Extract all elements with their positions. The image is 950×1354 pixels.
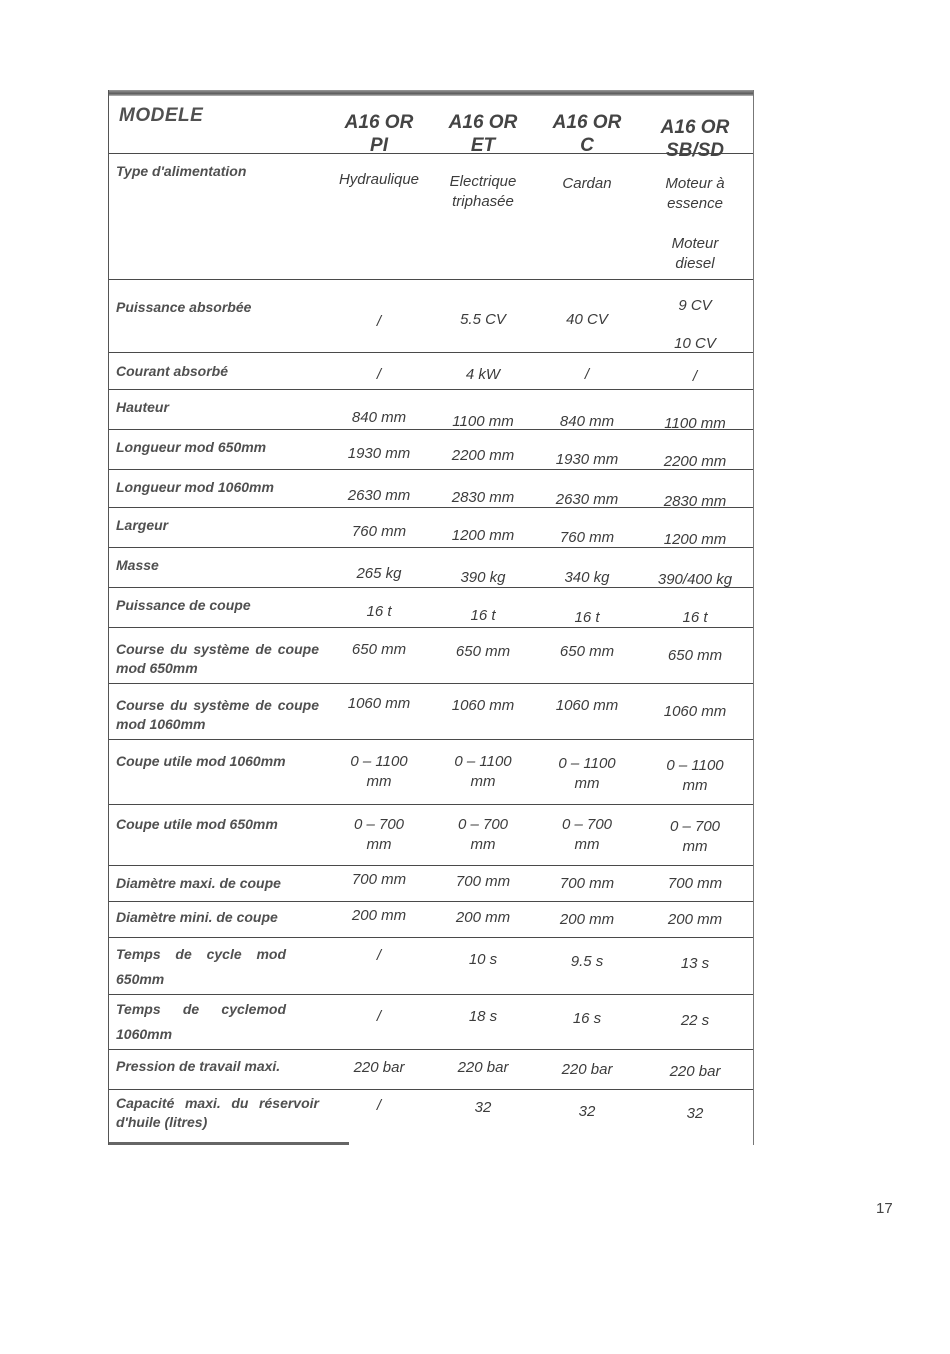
value-cell: 10 s — [468, 951, 498, 968]
row-label: Capacité maxi. du réservoir d'huile (litres) — [116, 1095, 319, 1130]
row-label: Pression de travail maxi. — [116, 1058, 281, 1074]
value-cell: 1930 mm — [555, 451, 619, 468]
header-model: A16 OR C — [552, 112, 622, 156]
value-cell: / — [376, 366, 382, 383]
value-cell: 200 mm — [559, 911, 615, 928]
value-cell: 0 – 700 mm — [457, 816, 509, 853]
value-cell: 650 mm — [351, 641, 407, 658]
value-cell: 1100 mm — [452, 413, 514, 430]
value-cell: 1200 mm — [663, 531, 727, 548]
value-cell: 16 t — [682, 609, 708, 626]
value-cell: 2200 mm — [451, 447, 515, 464]
value-cell: 200 mm — [667, 911, 723, 928]
value-cell: 1200 mm — [451, 527, 515, 544]
value-cell: 700 mm — [455, 873, 511, 890]
header-model: A16 OR SB/SD — [660, 117, 730, 161]
value-cell: 390/400 kg — [657, 571, 733, 588]
row-label: Diamètre mini. de coupe — [116, 909, 278, 925]
row-label: Course du système de coupe mod 1060mm — [116, 697, 319, 732]
row-label: Diamètre maxi. de coupe — [116, 875, 281, 891]
value-cell: 650 mm — [559, 643, 615, 660]
value-cell: 220 bar — [561, 1061, 613, 1078]
value-cell: 2200 mm — [663, 453, 727, 470]
table-row — [109, 154, 753, 280]
value-cell: 700 mm — [351, 871, 407, 888]
row-label: Temps de cycle mod 650mm — [116, 946, 286, 987]
header-model: A16 OR PI — [344, 112, 414, 156]
row-label: Puissance de coupe — [116, 597, 251, 613]
value-cell: Hydraulique — [338, 171, 420, 188]
value-cell: 340 kg — [564, 569, 610, 586]
value-cell: 760 mm — [559, 529, 615, 546]
value-cell: 200 mm — [455, 909, 511, 926]
header-model: A16 OR ET — [448, 112, 518, 156]
table-row — [109, 938, 753, 995]
value-cell: 9.5 s — [570, 953, 604, 970]
value-cell: 32 — [578, 1103, 596, 1120]
row-label: Temps de cyclemod 1060mm — [116, 1001, 286, 1042]
value-cell: 1060 mm — [663, 703, 727, 720]
value-cell: 0 – 1100 mm — [666, 757, 724, 794]
table-bottom-border — [109, 1142, 349, 1145]
value-cell: 1060 mm — [451, 697, 515, 714]
table-row — [109, 684, 753, 740]
value-cell: / — [376, 313, 382, 330]
table-row — [109, 740, 753, 805]
row-label: Coupe utile mod 650mm — [116, 816, 278, 832]
value-cell: 220 bar — [457, 1059, 509, 1076]
value-cell: 16 t — [366, 603, 392, 620]
value-cell: / — [376, 1097, 382, 1114]
row-label: Largeur — [116, 517, 169, 533]
header-label: MODELE — [119, 105, 204, 126]
value-cell: 0 – 700 mm — [561, 816, 613, 853]
value-cell: 700 mm — [667, 875, 723, 892]
value-cell: / — [376, 947, 382, 964]
value-cell: 1100 mm — [664, 415, 726, 432]
table-row — [109, 866, 753, 902]
value-cell: 5.5 CV — [460, 311, 506, 328]
value-cell: 2830 mm — [663, 493, 727, 510]
page-number: 17 — [876, 1200, 893, 1217]
value-cell: 2630 mm — [555, 491, 619, 508]
value-cell: 40 CV — [566, 311, 608, 328]
value-cell: 1060 mm — [347, 695, 411, 712]
value-cell: 265 kg — [356, 565, 402, 582]
table-row — [109, 508, 753, 548]
table-row — [109, 430, 753, 470]
value-cell: 390 kg — [460, 569, 506, 586]
row-label: Masse — [116, 557, 159, 573]
row-label: Longueur mod 650mm — [116, 439, 267, 455]
value-cell: 840 mm — [351, 409, 407, 426]
table-row — [109, 588, 753, 628]
value-cell: 0 – 1100 mm — [558, 755, 616, 792]
table-row — [109, 628, 753, 684]
value-cell: Cardan — [562, 175, 612, 192]
value-cell: / — [692, 368, 698, 385]
value-cell: 220 bar — [669, 1063, 721, 1080]
value-cell: 13 s — [680, 955, 710, 972]
value-cell: 32 — [686, 1105, 704, 1122]
value-cell: / — [584, 366, 590, 383]
value-cell: 2630 mm — [347, 487, 411, 504]
value-cell: 9 CV 10 CV — [674, 297, 716, 352]
value-cell: 32 — [474, 1099, 492, 1116]
value-cell: 4 kW — [465, 366, 501, 383]
value-cell: Moteur à essence Moteur diesel — [665, 175, 725, 272]
row-label: Puissance absorbée — [116, 299, 252, 315]
value-cell: 650 mm — [667, 647, 723, 664]
row-label: Longueur mod 1060mm — [116, 479, 274, 495]
value-cell: 18 s — [468, 1008, 498, 1025]
value-cell: 16 t — [574, 609, 600, 626]
row-label: Course du système de coupe mod 650mm — [116, 641, 319, 676]
row-label: Type d'alimentation — [116, 163, 247, 179]
value-cell: 650 mm — [455, 643, 511, 660]
spec-table — [108, 90, 754, 1145]
table-row — [109, 390, 753, 430]
value-cell: 16 t — [470, 607, 496, 624]
value-cell: 760 mm — [351, 523, 407, 540]
table-row — [109, 470, 753, 508]
table-row — [109, 548, 753, 588]
value-cell: 840 mm — [559, 413, 615, 430]
value-cell: 0 – 700 mm — [669, 818, 721, 855]
table-row — [109, 995, 753, 1050]
value-cell: 0 – 700 mm — [353, 816, 405, 853]
value-cell: 0 – 1100 mm — [350, 753, 408, 790]
row-label: Coupe utile mod 1060mm — [116, 753, 286, 769]
value-cell: 0 – 1100 mm — [454, 753, 512, 790]
table-row — [109, 1090, 753, 1145]
value-cell: 200 mm — [351, 907, 407, 924]
table-header-row — [109, 96, 753, 161]
table-row — [109, 805, 753, 866]
value-cell: 16 s — [572, 1010, 602, 1027]
value-cell: 2830 mm — [451, 489, 515, 506]
row-label: Hauteur — [116, 399, 169, 415]
value-cell: 22 s — [680, 1012, 710, 1029]
table-row — [109, 1050, 753, 1090]
value-cell: 1060 mm — [555, 697, 619, 714]
value-cell: Electrique triphasée — [449, 173, 517, 210]
value-cell: 220 bar — [353, 1059, 405, 1076]
table-row — [109, 280, 753, 353]
table-row — [109, 353, 753, 390]
value-cell: / — [376, 1008, 382, 1025]
value-cell: 700 mm — [559, 875, 615, 892]
value-cell: 1930 mm — [347, 445, 411, 462]
row-label: Courant absorbé — [116, 363, 229, 379]
table-row — [109, 902, 753, 938]
